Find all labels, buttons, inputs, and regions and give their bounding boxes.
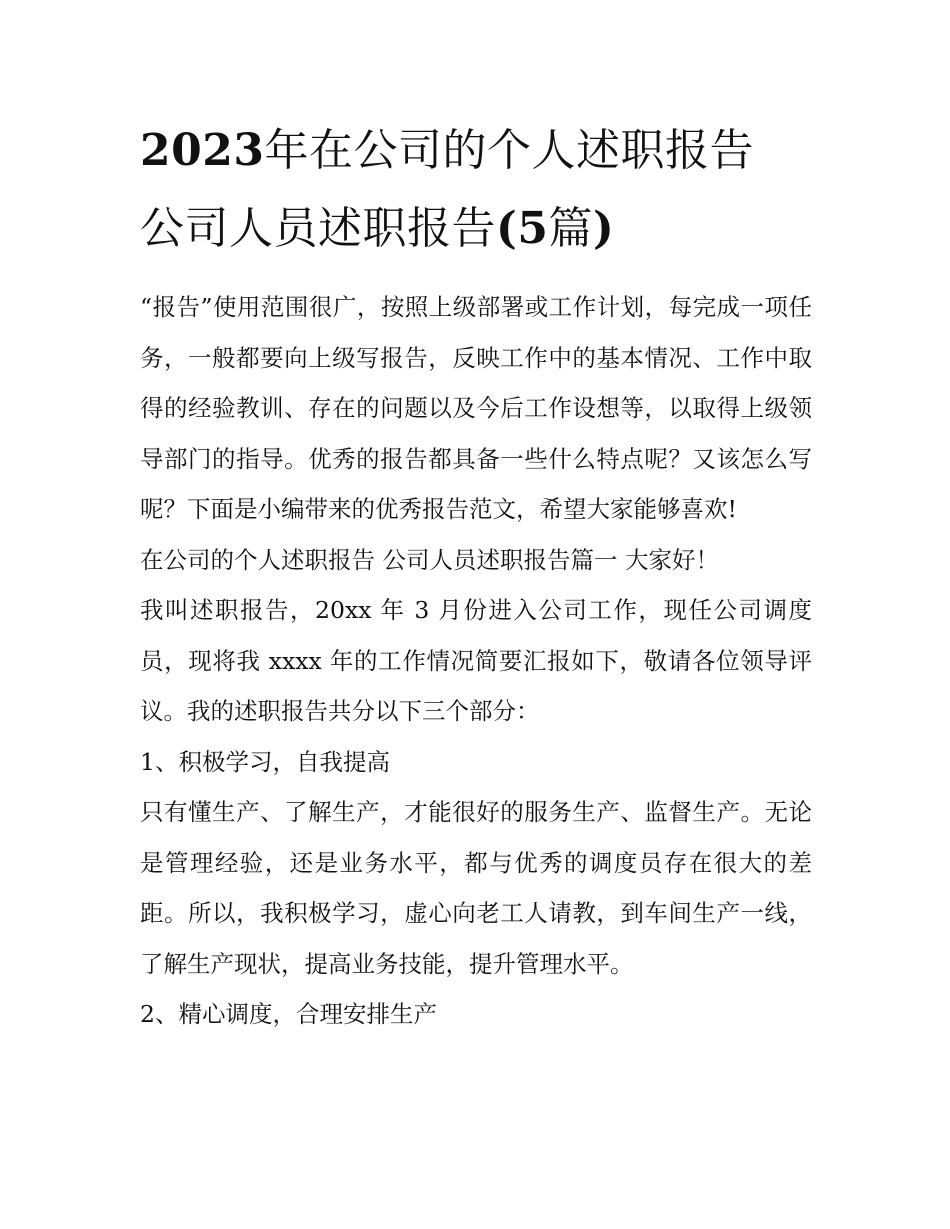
document-body — [140, 282, 812, 1040]
title-line-1-text: 年在公司的个人述职报告 — [264, 125, 754, 176]
intro-paragraph: “报告”使用范围很广，按照上级部署或工作计划，每完成一项任务，一般都要向上级写报告，反映工作中的基本情况、工作中取得的经验教训、存在的问题以及今后工作设想等，以取得上级领导部门的指导。优秀的报告都具备一些什么特点呢？又该怎么写呢？下面是小编带来的优秀报告范文，希望大家能够喜欢! — [140, 293, 812, 523]
section-heading: 在公司的个人述职报告 公司人员述职报告篇一 大家好！ — [140, 545, 719, 574]
document-title-line-2 — [140, 190, 812, 268]
list-heading-1: 1、积极学习，自我提高 — [140, 747, 390, 776]
list-heading-2: 2、精心调度，合理安排生产 — [140, 1000, 437, 1028]
title-line-2-text-a: 公司人员述职报告 — [140, 203, 496, 254]
document-title-line-1 — [140, 112, 812, 190]
body-paragraph: 我叫述职报告，20xx 年 3 月份进入公司工作，现任公司调度员，现将我 xxxx 年的工作情况简要汇报如下，敬请各位领导评议。我的述职报告共分以下三个部分： — [140, 596, 812, 725]
document-page — [140, 112, 812, 1040]
title-year: 2023 — [140, 125, 265, 176]
title-line-2-num: (5 — [496, 203, 549, 254]
title-line-2-close: ) — [592, 203, 615, 254]
title-line-2-text-b: 篇 — [548, 203, 593, 254]
body-paragraph: 只有懂生产、了解生产，才能很好的服务生产、监督生产。无论是管理经验，还是业务水平，都与优秀的调度员存在很大的差距。所以，我积极学习，虚心向老工人请教，到车间生产一线，了解生产现状，提高业务技能，提升管理水平。 — [140, 798, 812, 978]
